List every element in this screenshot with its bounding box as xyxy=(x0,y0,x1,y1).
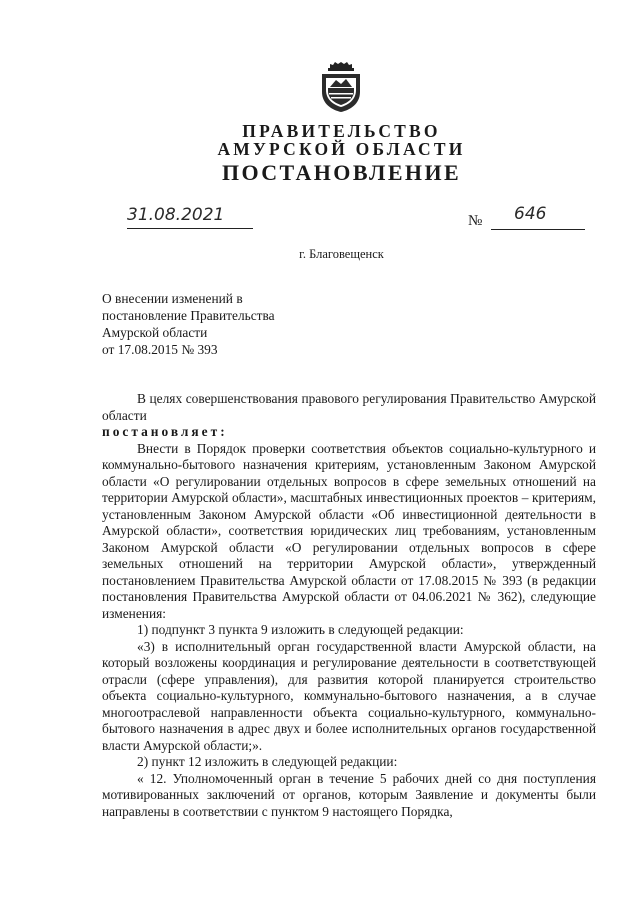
number-underline xyxy=(491,229,585,230)
date-underline xyxy=(127,228,253,229)
main-paragraph: Внести в Порядок проверки соответствия объектов социально-культурного и коммунально-бытового назначения критериям, установленным Законом Амурской области «О регулировании отдельных вопросов в сфере земельных отношений на территории Амурской области», масштабных инвестиционных проектов – критериям, установленным Законом Амурской области «Об инвестиционной деятельности в Амурской области», соответствия юридических лиц требованиям, установленным Законом Амурской области «О регулировании отдельных вопросов в сфере земельных отношений на территории Амурской области», утвержденный постановлением Правительства Амурской области от 17.08.2015 № 393 (в редакции постановления Правительства Амурской области от 04.06.2021 № 362), следующие изменения: xyxy=(102,440,596,621)
amendment-2-text: « 12. Уполномоченный орган в течение 5 рабочих дней со дня поступления мотивированных заключений от органов, которым Заявление и документы были направлены в соответствии с пунктом 9 настоящего Порядка, xyxy=(102,770,596,819)
subject-line: Амурской области xyxy=(102,325,208,340)
document-number: 646 xyxy=(514,204,547,224)
coat-of-arms-icon xyxy=(316,58,366,114)
region-title: АМУРСКОЙ ОБЛАСТИ xyxy=(217,139,466,159)
number-sign: № xyxy=(468,213,483,229)
document-subject xyxy=(102,290,275,358)
document-date: 31.08.2021 xyxy=(127,205,225,225)
document-type: ПОСТАНОВЛЕНИЕ xyxy=(221,160,462,185)
preamble-paragraph: В целях совершенствования правового регулирования Правительство Амурской области xyxy=(102,391,596,423)
decree-word: постановляет: xyxy=(102,424,228,439)
subject-line: от 17.08.2015 № 393 xyxy=(102,342,218,357)
government-title: ПРАВИТЕЛЬСТВО xyxy=(242,121,441,141)
amendment-2-intro: 2) пункт 12 изложить в следующей редакции: xyxy=(137,754,398,769)
document-body xyxy=(102,391,596,820)
subject-line: постановление Правительства xyxy=(102,308,275,323)
subject-line: О внесении изменений в xyxy=(102,291,243,306)
city: г. Благовещенск xyxy=(299,247,384,261)
amendment-1-text: «3) в исполнительный орган государственной власти Амурской области, на который возложены координация и регулирование деятельности в соответствующей отрасли (сфере управления), для развития которой планируется строительство объекта социально-культурного, коммунально-бытового назначения, а в случае многоотраслевой направленности объекта социально-культурного, коммунально-бытового назначения в адрес двух и более исполнительных органов государственной власти Амурской области;». xyxy=(102,638,596,753)
amendment-1-intro: 1) подпункт 3 пункта 9 изложить в следующей редакции: xyxy=(137,622,464,637)
